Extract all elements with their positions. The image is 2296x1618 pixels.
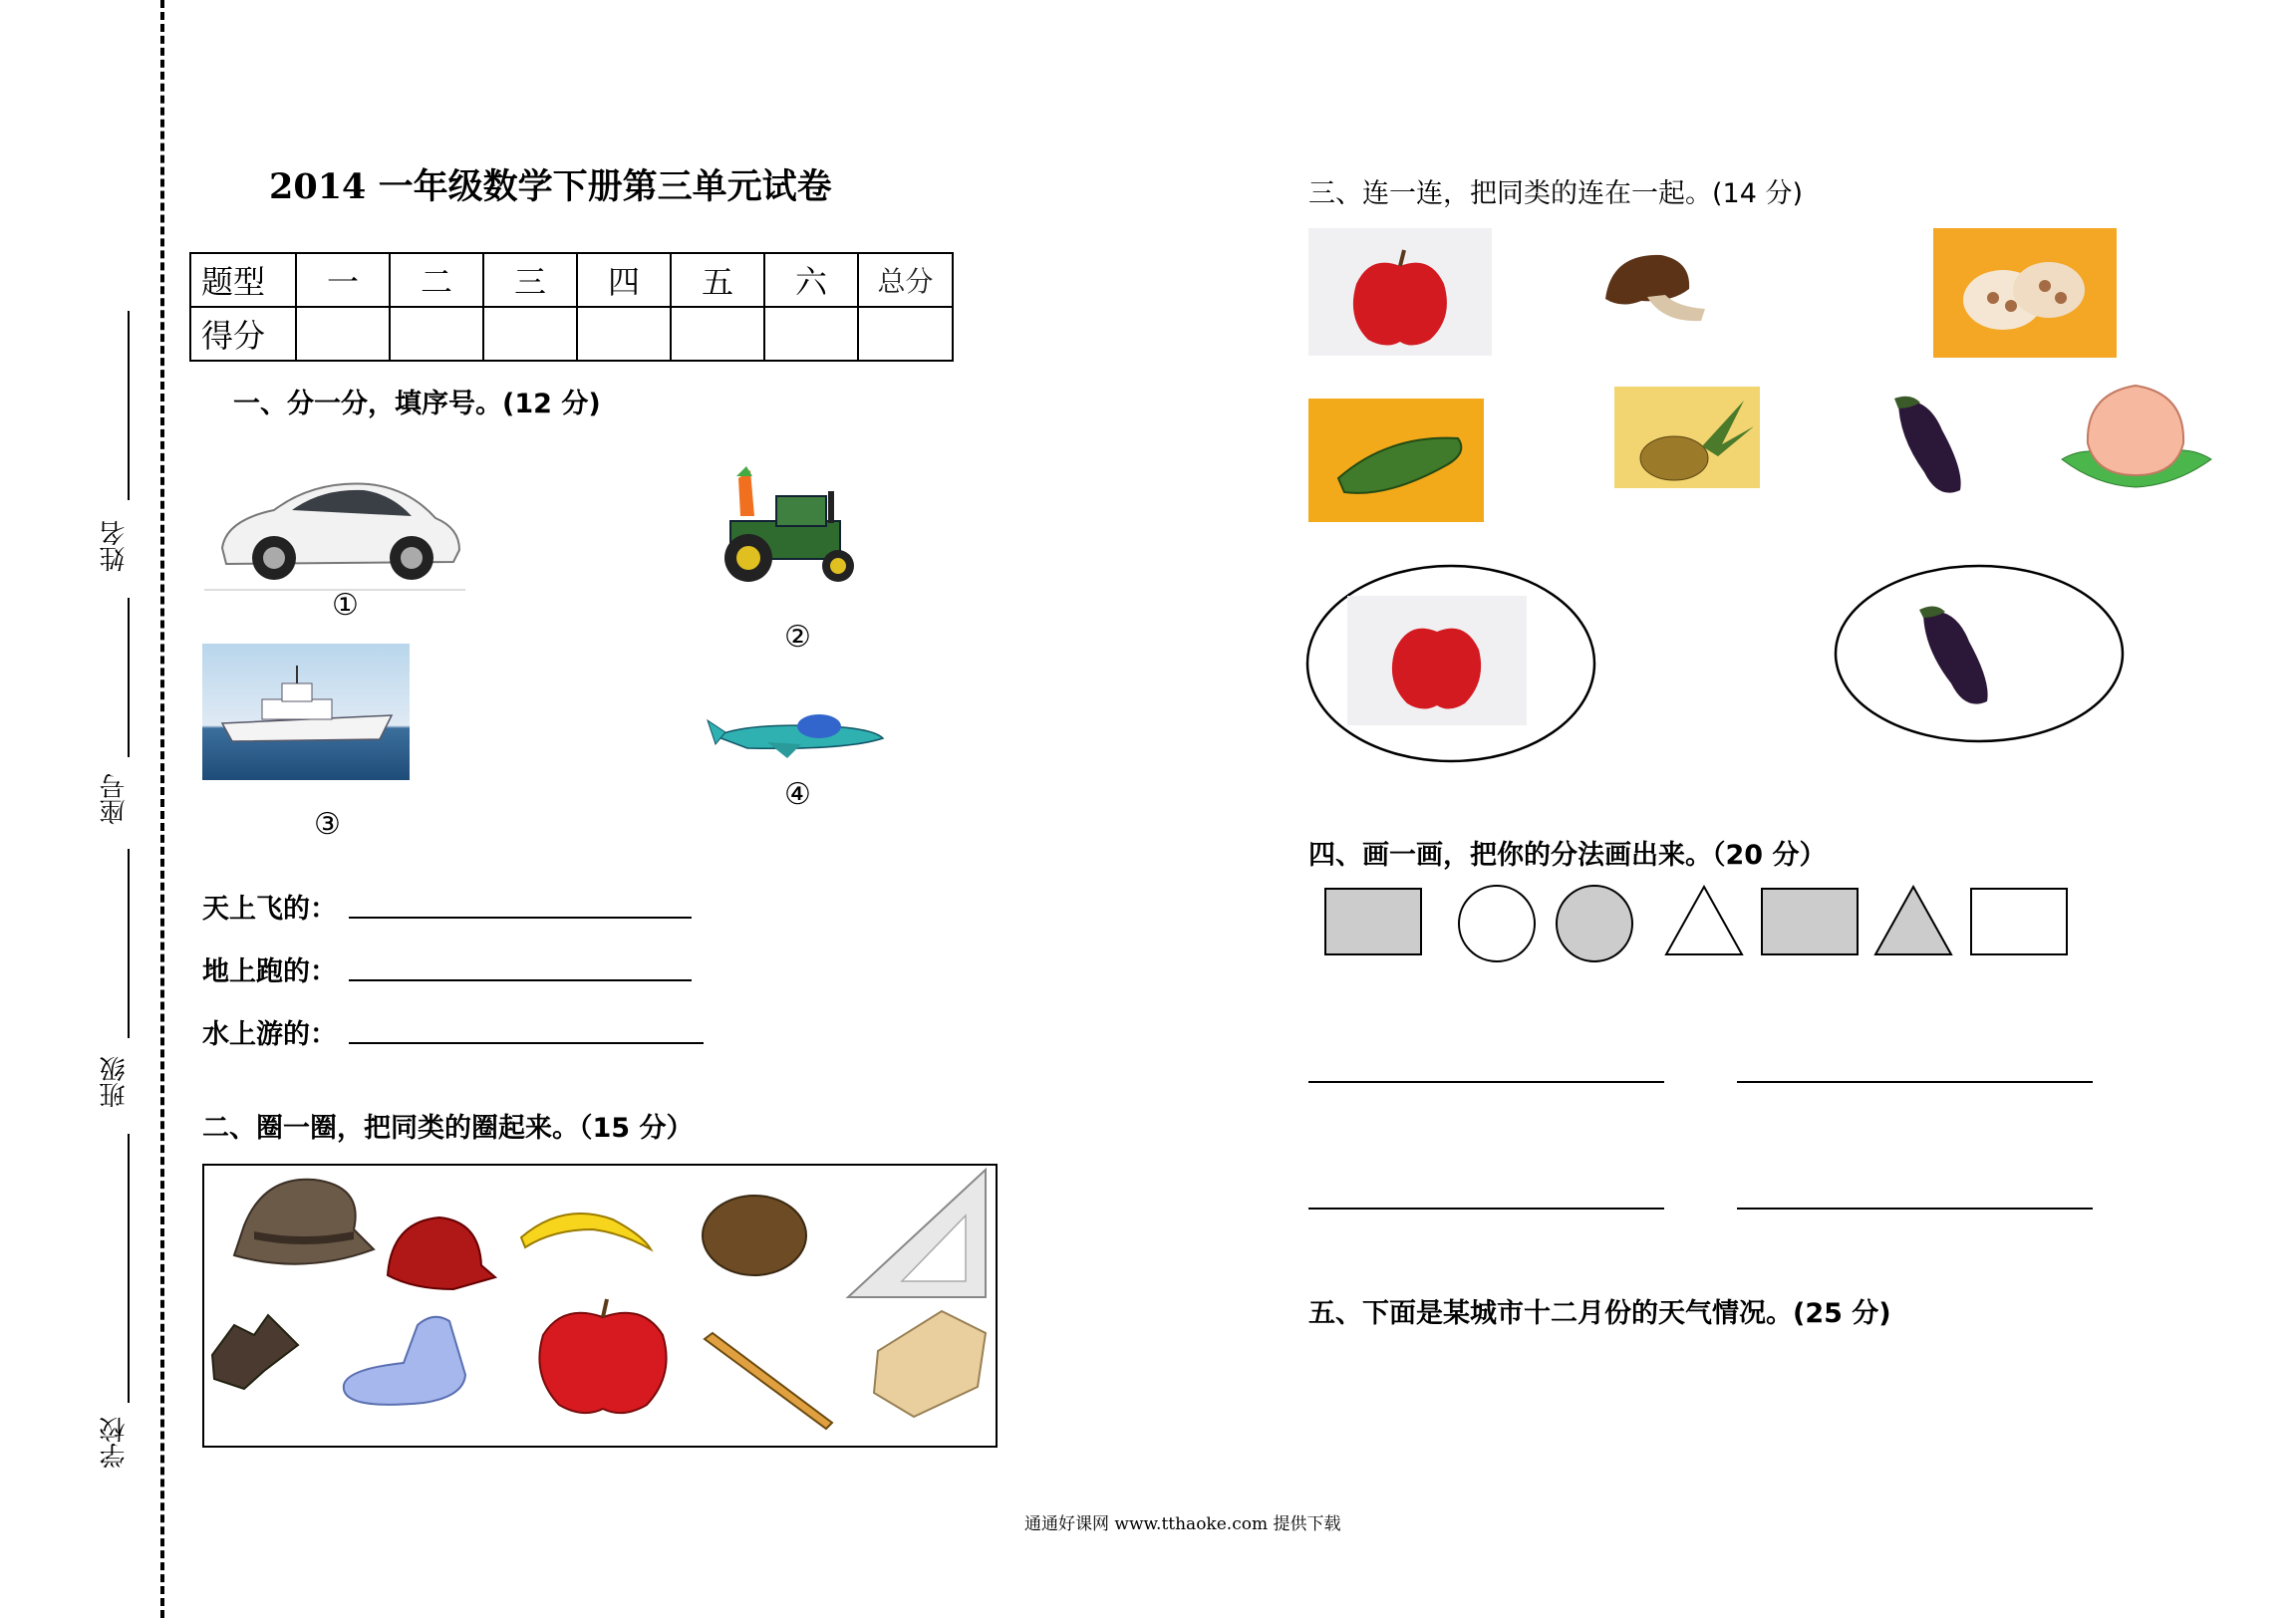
score-cell[interactable] <box>483 307 577 361</box>
score-cell[interactable] <box>671 307 764 361</box>
hat-image <box>234 1180 374 1264</box>
car-image <box>204 458 465 598</box>
name-field-line <box>128 311 130 500</box>
category-circle-apple[interactable] <box>1303 562 1598 765</box>
score-table-header-cell: 一 <box>296 253 390 307</box>
item-marker-2: ② <box>784 620 811 655</box>
shape-row <box>1321 881 2079 966</box>
run-answer-line[interactable] <box>349 979 692 981</box>
pencil-image <box>705 1333 832 1429</box>
shape-circle <box>1557 886 1632 961</box>
score-table <box>189 252 954 362</box>
banana-image <box>521 1214 651 1249</box>
eraser-image <box>874 1311 986 1417</box>
score-table-header-row <box>190 253 953 307</box>
shape-square <box>1325 889 1421 954</box>
section4-heading: 四、画一画，把你的分法画出来。（20 分） <box>1308 840 1827 871</box>
seat-field-label: 座号 <box>100 773 130 825</box>
swim-answer-line[interactable] <box>349 1042 704 1044</box>
section2-image-box <box>202 1164 998 1448</box>
eggplant-image <box>1888 391 1978 500</box>
school-field-line <box>128 1134 130 1403</box>
name-field-label: 姓名 <box>100 520 130 572</box>
apple-image <box>539 1299 666 1413</box>
score-cell[interactable] <box>764 307 858 361</box>
fly-answer-line[interactable] <box>349 917 692 919</box>
score-cell[interactable] <box>390 307 483 361</box>
apple-image <box>1308 228 1492 356</box>
seat-field-line <box>128 598 130 757</box>
drawing-answer-line[interactable] <box>1308 1081 1664 1083</box>
drawing-answer-line[interactable] <box>1737 1208 2093 1210</box>
sock-image <box>344 1317 465 1405</box>
kiwi-image <box>703 1196 806 1275</box>
item-marker-3: ③ <box>314 807 341 842</box>
peach-image <box>2056 380 2215 499</box>
lotus-root-image <box>1933 228 2117 358</box>
shape-circle <box>1459 886 1535 961</box>
page-title: 2014 一年级数学下册第三单元试卷 <box>269 166 832 207</box>
school-field-label: 学校 <box>100 1417 130 1469</box>
helmet-image <box>388 1217 495 1289</box>
section3-heading: 三、连一连，把同类的连在一起。(14 分) <box>1308 178 1804 209</box>
footer-credit: 通通好课网 www.tthaoke.com 提供下载 <box>1024 1514 1341 1534</box>
score-table-header-cell: 三 <box>483 253 577 307</box>
score-table-header-cell: 五 <box>671 253 764 307</box>
airplane-image <box>708 702 883 762</box>
apple-image <box>1347 596 1527 725</box>
item-marker-1: ① <box>332 588 359 623</box>
fly-label: 天上飞的： <box>202 894 337 925</box>
section2-heading: 二、圈一圈，把同类的圈起来。（15 分） <box>202 1113 694 1144</box>
mushroom-image <box>1601 249 1713 337</box>
ship-image <box>202 644 410 780</box>
score-table-header-cell: 题型 <box>190 253 296 307</box>
shape-triangle <box>1666 887 1742 954</box>
score-table-header-cell: 二 <box>390 253 483 307</box>
run-label: 地上跑的： <box>202 956 337 987</box>
score-table-header-cell: 总分 <box>858 253 953 307</box>
drawing-answer-line[interactable] <box>1737 1081 2093 1083</box>
pineapple-image <box>1614 387 1760 488</box>
shape-square <box>1762 889 1858 954</box>
score-cell[interactable] <box>858 307 953 361</box>
shape-triangle <box>1875 887 1951 954</box>
shape-square <box>1971 889 2067 954</box>
bitter-melon-image <box>1308 399 1484 522</box>
score-table-header-cell: 四 <box>577 253 671 307</box>
score-table-header-cell: 六 <box>764 253 858 307</box>
section1-heading: 一、分一分，填序号。(12 分) <box>233 389 601 419</box>
tractor-image <box>691 466 866 586</box>
score-cell[interactable] <box>296 307 390 361</box>
score-row-label: 得分 <box>190 307 296 361</box>
class-field-line <box>128 849 130 1038</box>
item-marker-4: ④ <box>784 777 811 812</box>
binding-dashed-line <box>160 0 164 1618</box>
category-circle-eggplant[interactable] <box>1832 562 2127 745</box>
swim-label: 水上游的： <box>202 1019 337 1050</box>
gloves-image <box>212 1315 298 1389</box>
class-field-label: 班级 <box>100 1056 130 1108</box>
section5-heading: 五、下面是某城市十二月份的天气情况。(25 分) <box>1308 1298 1891 1329</box>
set-square-image <box>848 1170 986 1297</box>
score-cell[interactable] <box>577 307 671 361</box>
score-table-score-row <box>190 307 953 361</box>
drawing-answer-line[interactable] <box>1308 1208 1664 1210</box>
